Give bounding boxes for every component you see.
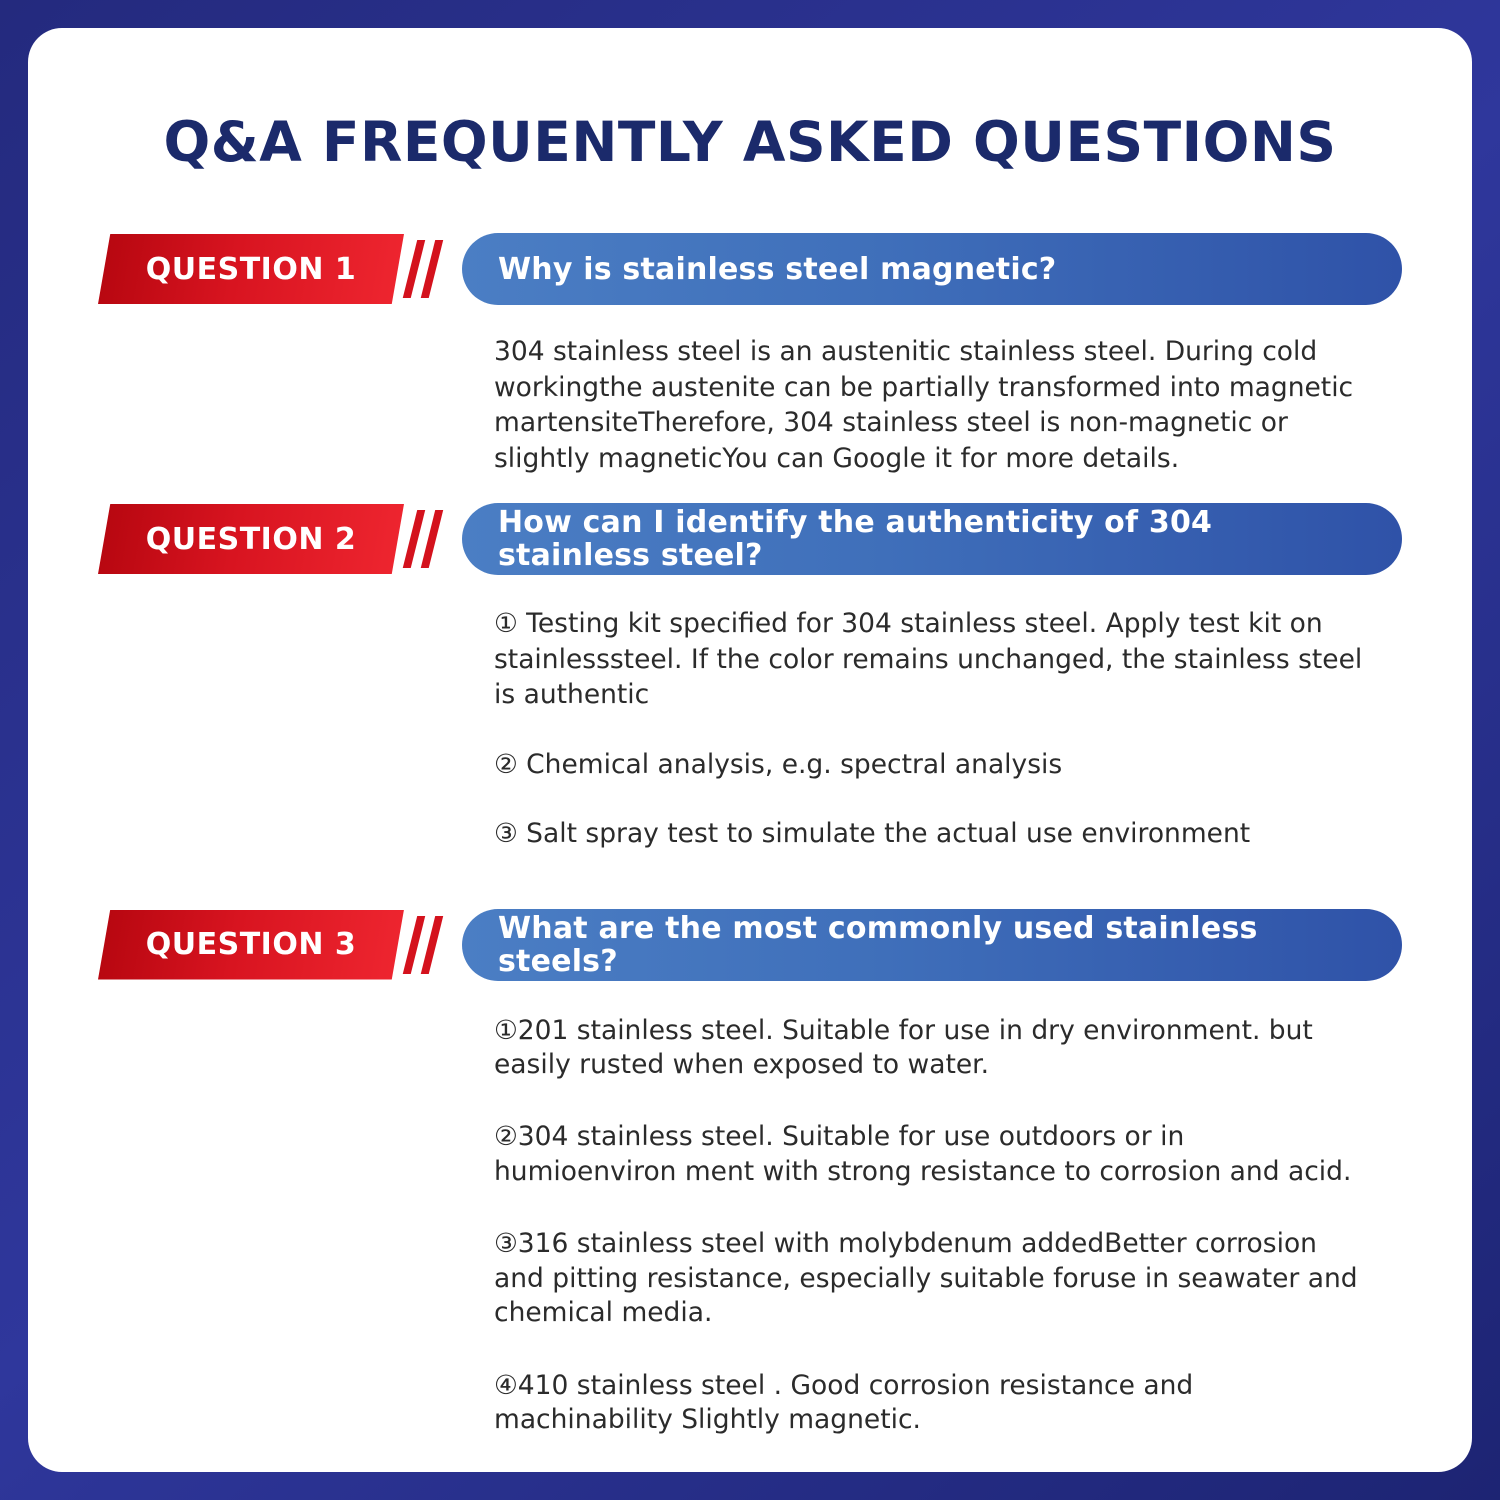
slash-mark-icon [421,916,443,974]
faq-header-3 [98,906,1402,984]
question-tag-label-2: QUESTION 2 [145,521,357,557]
faq-header-2 [98,500,1402,578]
answer-paragraph: 304 stainless steel is an austenitic stainless steel. During cold workingthe austenite can be partially transformed into magnetic martensiteTherefore, 304 stainless steel is non-magnetic or slightly magneticYou can Google it for more details. [494,336,1354,474]
slash-divider-2 [404,504,448,574]
faq-item-1 [98,230,1402,494]
slash-mark-icon [421,240,443,298]
answer-paragraph: ① Testing kit specified for 304 stainless steel. Apply test kit on stainlesssteel. If the color remains unchanged, the stainless steel is authentic [494,608,1363,710]
slash-divider-3 [404,910,448,980]
faq-item-3 [98,906,1402,1473]
answer-paragraph: ② Chemical analysis, e.g. spectral analysis [494,748,1063,780]
slash-divider-1 [404,234,448,304]
faq-card [28,28,1472,1472]
faq-header-1 [98,230,1402,308]
question-tag-label-3: QUESTION 3 [145,927,357,962]
question-text-3: What are the most commonly used stainless steels? [498,910,1258,979]
question-bar-2 [462,503,1402,575]
question-tag-1 [98,234,404,304]
answer-paragraph: ②304 stainless steel. Suitable for use outdoors or in humioenviron ment with strong resistance to corrosion and acid. [494,1121,1352,1187]
answer-1 [98,308,1402,494]
question-tag-3 [98,910,404,980]
answer-3 [98,984,1402,1473]
question-tag-2 [98,504,404,574]
question-text-2: How can I identify the authenticity of 304 stainless steel? [498,505,1213,573]
question-bar-3 [462,909,1402,981]
answer-2 [98,578,1402,900]
answer-paragraph: ①201 stainless steel. Suitable for use in dry environment. but easily rusted when exposed to water. [494,1014,1313,1080]
faq-item-2 [98,500,1402,900]
question-tag-label-1: QUESTION 1 [145,251,357,287]
question-bar-1 [462,233,1402,305]
question-text-1: Why is stainless steel magnetic? [498,251,1057,287]
answer-paragraph: ③316 stainless steel with molybdenum addedBetter corrosion and pitting resistance, especially suitable foruse in seawater and chemical media. [494,1228,1358,1329]
answer-paragraph: ③ Salt spray test to simulate the actual use environment [494,818,1251,849]
page-title: Q&A FREQUENTLY ASKED QUESTIONS [163,110,1337,174]
answer-paragraph: ④410 stainless steel . Good corrosion resistance and machinability Slightly magnetic. [494,1369,1194,1435]
slash-mark-icon [421,510,443,568]
